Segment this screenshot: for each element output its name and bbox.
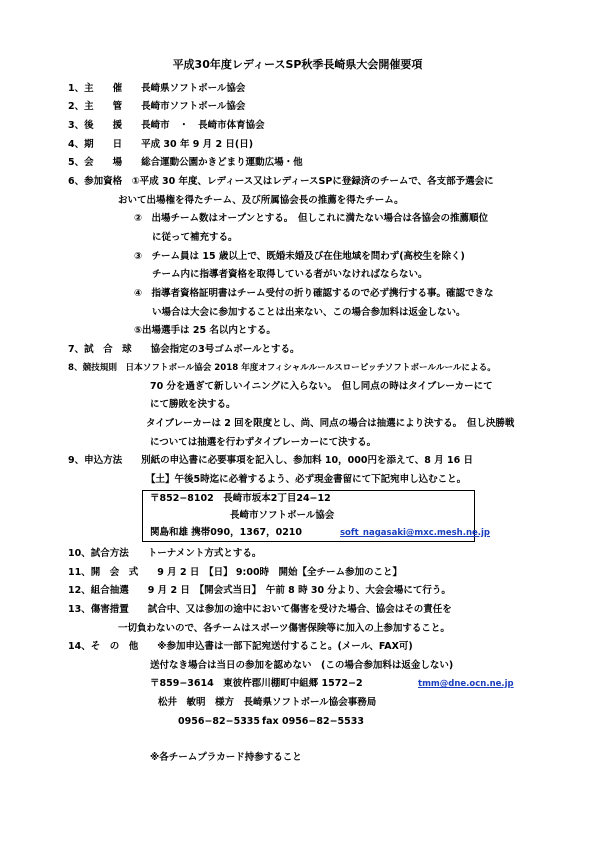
item-tel: 0956−82−5335 [178, 716, 261, 727]
item-eligibility-3b: チーム内に指導者資格を取得している者がいなければならない。 [152, 269, 428, 280]
item-venue: 5、会 場 総合運動公園かきどまり運動広場・他 [68, 157, 303, 168]
item-eligibility-1b: おいて出場権を得たチーム、及び所属協会長の推薦を得たチーム。 [118, 195, 404, 206]
item-application-2: 【土】午後5時迄に必着するよう、必ず現金書留にて下記宛申し込むこと。 [146, 474, 467, 485]
item-eligibility-4: ④ 指導者資格証明書はチーム受付の折り確認するので必ず携行する事。確認できな [134, 288, 494, 299]
item-support: 3、後 援 長崎市 ・ 長崎市体育協会 [68, 120, 265, 131]
item-fax: fax 0956−82−5533 [262, 716, 364, 727]
item-eligibility-4b: い場合は大会に参加することは出来ない、この場合参加料は返金しない。 [152, 307, 466, 318]
item-eligibility-1: 6、参加資格 ①平成 30 年度、レディース又はレディースSPに登録済のチームで、各支部予選会に [68, 176, 494, 187]
item-rules-4: タイブレーカーは 2 回を限度とし、尚、同点の場合は抽選により決する。 但し決勝戦 [146, 418, 515, 429]
item-eligibility-3: ③ チーム員は 15 歳以上で、既婚未婚及び在住地域を問わず(高校生を除く) [134, 251, 465, 262]
item-format: 10、試合方法 トーナメント方式とする。 [68, 548, 262, 559]
box-address: 〒852−8102 長崎市坂本2丁目24−12 [150, 493, 331, 504]
item-eligibility-2: ② 出場チーム数はオープンとする。 但しこれに満たない場合は各協会の推薦順位 [134, 213, 488, 224]
item-email[interactable]: tmm@dne.ocn.ne.jp [418, 679, 514, 689]
item-rules-5: については抽選を行わずタイブレーカーにて決する。 [150, 437, 377, 448]
item-ball: 7、試 合 球 協会指定の3号ゴムボールとする。 [68, 344, 300, 355]
item-address: 〒859−3614 東彼杵郡川棚町中組郷 1572−2 [150, 678, 363, 689]
item-application: 9、申込方法 別紙の申込書に必要事項を記入し、参加料 10，000円を添えて、8 月 16 日 [68, 455, 474, 466]
item-opening: 11、開 会 式 9 月 2 日 【日】 9:00時 開始【全チーム参加のこと】 [68, 567, 403, 578]
box-contact: 関島和雄 携帯090，1367，0210 [150, 527, 303, 538]
item-other: 14、そ の 他 ※参加申込書は一部下記宛送付すること。(メール、FAX可) [68, 641, 413, 652]
item-rules: 8、競技規則 日本ソフトボール協会 2018 年度オフィシャルルールスローピッチソフトボールルールによる。 [68, 363, 496, 373]
item-draw: 12、組合抽選 9 月 2 日 【開会式当日】 午前 8 時 30 分より、大会会場にて行う。 [68, 585, 451, 596]
box-org: 長崎市ソフトボール協会 [230, 510, 335, 521]
item-other-2: 送付なき場合は当日の参加を認めない (この場合参加料は返金しない) [150, 660, 454, 671]
item-injury: 13、傷害措置 試合中、又は参加の途中において傷害を受けた場合、協会はその責任を [68, 604, 452, 615]
item-eligibility-5: ⑤出場選手は 25 名以内とする。 [134, 325, 276, 336]
item-placard: ※各チームプラカード持参すること [150, 752, 302, 763]
item-date: 4、期 日 平成 30 年 9 月 2 日(日) [68, 139, 254, 150]
box-email[interactable]: soft_nagasaki@mxc.mesh.ne.jp [340, 528, 490, 538]
item-organizer: 1、主 催 長崎県ソフトボール協会 [68, 83, 246, 94]
page-title: 平成30年度レディースSP秋季長崎県大会開催要項 [172, 58, 423, 71]
item-host: 2、主 管 長崎市ソフトボール協会 [68, 101, 246, 112]
item-rules-3: にて勝敗を決する。 [150, 399, 236, 410]
item-injury-2: 一切負わないので、各チームはスポーツ傷害保険等に加入の上参加すること。 [118, 623, 450, 634]
item-rules-2: 70 分を過ぎて新しいイニングに入らない。 但し同点の時はタイブレーカーにて [150, 381, 493, 392]
item-eligibility-2b: に従って補充する。 [152, 232, 238, 243]
item-office: 松井 敏明 様方 長崎県ソフトボール協会事務局 [158, 697, 377, 708]
